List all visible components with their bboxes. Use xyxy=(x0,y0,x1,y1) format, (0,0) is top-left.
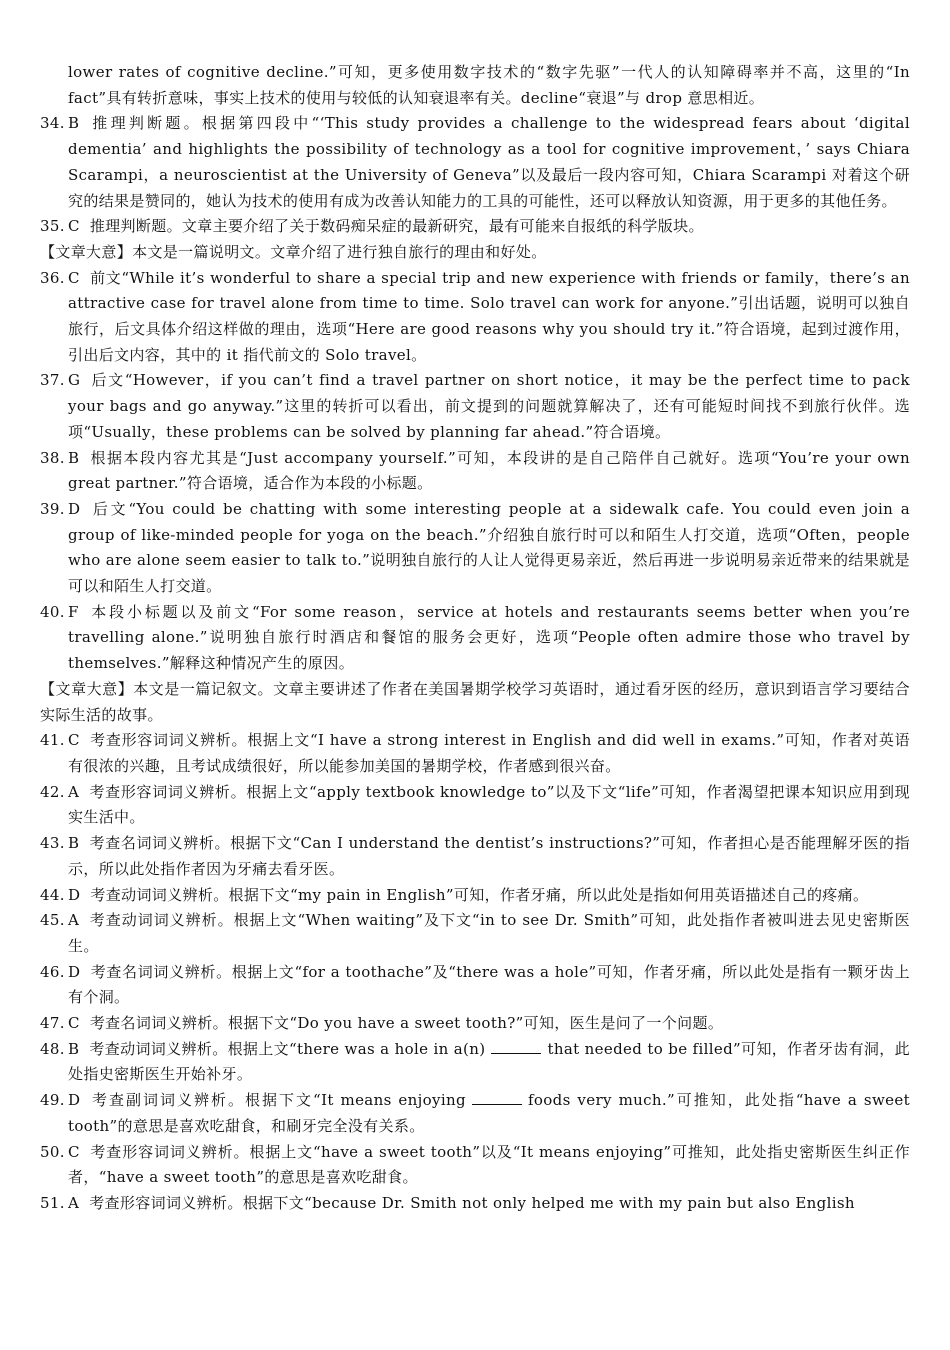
item-explanation: 推理判断题。根据第四段中“‘This study provides a challenge to the widespread fears about ‘digital dementia’ and highlights the possibility of technology as a tool for cognitive improvement，’ says Chiara Scarampi，a neuroscientist at the University of Geneva”以及最后一段内容可知，Chiara Scarampi 对着这个研究的结果是赞同的，她认为技术的使用有成为改善认知能力的工具的可能性，还可以释放认知资源，用于更多的其他任务。 xyxy=(68,114,910,210)
item-explanation: 考查名词词义辨析。根据上文“for a toothache”及“there was a hole”可知，作者牙痛，所以此处是指有一颗牙齿上有个洞。 xyxy=(68,962,910,1007)
answer-item-46 xyxy=(40,960,910,1011)
answer-item-44 xyxy=(40,883,910,909)
answer-item-41 xyxy=(40,728,910,779)
item-explanation-end: that needed to be filled”可知，作者牙齿有洞，此处指史密斯医生开始补牙。 xyxy=(68,1039,910,1084)
item-explanation-end: foods very much.”可推知，此处指“have a sweet tooth”的意思是喜欢吃甜食，和刷牙完全没有关系。 xyxy=(68,1091,910,1135)
item-number: 41. xyxy=(40,731,65,750)
answer-item-34 xyxy=(40,111,910,214)
item-answer: B xyxy=(68,834,80,853)
item-number: 37. xyxy=(40,371,65,390)
item-number: 42. xyxy=(40,782,65,801)
passage-summary-1: 【文章大意】本文是一篇说明文。文章介绍了进行独自旅行的理由和好处。 xyxy=(40,242,547,261)
item-answer: A xyxy=(68,782,80,801)
item-answer: D xyxy=(68,962,81,981)
answer-item-47 xyxy=(40,1011,910,1037)
item-answer: D xyxy=(68,499,81,518)
answer-item-38 xyxy=(40,446,910,497)
item-number: 36. xyxy=(40,268,65,287)
item-number: 50. xyxy=(40,1142,65,1161)
item-number: 49. xyxy=(40,1091,65,1110)
answer-item-49 xyxy=(40,1088,910,1139)
answer-item-37 xyxy=(40,368,910,445)
item-number: 44. xyxy=(40,885,65,904)
item-answer: A xyxy=(68,1193,80,1212)
item-explanation: 考查形容词词义辨析。根据上文“I have a strong interest in English and did well in exams.”可知，作者对英语有很浓的兴趣，且考试成绩很好，所以能参加美国的暑期学校，作者感到很兴奋。 xyxy=(68,731,910,775)
answer-item-35 xyxy=(40,214,910,240)
item-number: 40. xyxy=(40,602,65,621)
item-number: 46. xyxy=(40,962,65,981)
item-explanation: 考查动词词义辨析。根据下文“my pain in English”可知，作者牙痛，所以此处是指如何用英语描述自己的疼痛。 xyxy=(90,885,869,904)
item-explanation: 考查名词词义辨析。根据下文“Can I understand the dentist’s instructions?”可知，作者担心是否能理解牙医的指示，所以此处指作者因为牙痛去看牙医。 xyxy=(68,834,910,878)
answer-item-36 xyxy=(40,266,910,369)
item-explanation: 考查动词词义辨析。根据上文“When waiting”及下文“in to see Dr. Smith”可知，此处指作者被叫进去见史密斯医生。 xyxy=(68,911,910,955)
item-answer: C xyxy=(68,1142,80,1161)
answer-item-48 xyxy=(40,1037,910,1088)
item-answer: C xyxy=(68,731,80,750)
item-number: 38. xyxy=(40,448,65,467)
item-number: 34. xyxy=(40,114,65,133)
answer-item-50 xyxy=(40,1140,910,1191)
item-explanation: 考查形容词词义辨析。根据上文“apply textbook knowledge to”以及下文“life”可知，作者渴望把课本知识应用到现实生活中。 xyxy=(68,782,910,827)
item-answer: G xyxy=(68,371,81,390)
item-answer: B xyxy=(68,1039,80,1058)
item-number: 45. xyxy=(40,911,65,930)
answer-item-45 xyxy=(40,908,910,959)
item-explanation: 考查形容词词义辨析。根据上文“have a sweet tooth”以及“It means enjoying”可推知，此处指史密斯医生纠正作者，“have a sweet tooth”的意思是喜欢吃甜食。 xyxy=(68,1142,910,1187)
answer-item-42 xyxy=(40,780,910,831)
continuation-paragraph: lower rates of cognitive decline.”可知，更多使用数字技术的“数字先驱”一代人的认知障碍率并不高，这里的“In fact”具有转折意味，事实上技术的使用与较低的认知衰退率有关。decline“衰退”与 drop 意思相近。 xyxy=(68,63,910,107)
item-number: 39. xyxy=(40,499,65,518)
item-number: 47. xyxy=(40,1014,65,1033)
item-explanation: 后文“You could be chatting with some interesting people at a sidewalk cafe. You could even join a group of like-minded people for yoga on the beach.”介绍独自旅行时可以和陌生人打交道，选项“Often，people who are alone seem easier to talk to.”说明独自旅行的人让人觉得更易亲近，然后再进一步说明易亲近带来的结果就是可以和陌生人打交道。 xyxy=(68,499,910,596)
fill-in-blank xyxy=(472,1091,522,1105)
passage-summary-2: 【文章大意】本文是一篇记叙文。文章主要讲述了作者在美国暑期学校学习英语时，通过看牙医的经历，意识到语言学习要结合实际生活的故事。 xyxy=(40,679,910,724)
item-explanation: 推理判断题。文章主要介绍了关于数码痴呆症的最新研究，最有可能来自报纸的科学版块。 xyxy=(89,217,704,236)
item-answer: F xyxy=(68,602,79,621)
item-answer: C xyxy=(68,217,80,236)
fill-in-blank xyxy=(491,1040,541,1054)
item-explanation: 前文“While it’s wonderful to share a special trip and new experience with friends or family，there’s an attractive case for travel alone from time to time. Solo travel can work for anyone.”引出话题，说明可以独自旅行，后文具体介绍这样做的理由，选项“Here are good reasons why you should try it.”符合语境，起到过渡作用，引出后文内容，其中的 it 指代前文的 Solo travel。 xyxy=(68,268,910,364)
item-explanation: 考查名词词义辨析。根据下文“Do you have a sweet tooth?”可知，医生是问了一个问题。 xyxy=(89,1014,724,1033)
item-number: 48. xyxy=(40,1039,65,1058)
item-answer: B xyxy=(68,114,80,133)
item-answer: C xyxy=(68,268,80,287)
item-number: 35. xyxy=(40,217,65,236)
item-explanation: 考查形容词词义辨析。根据下文“because Dr. Smith not only helped me with my pain but also English xyxy=(89,1193,855,1212)
item-number: 43. xyxy=(40,834,65,853)
item-explanation: 本段小标题以及前文“For some reason，service at hotels and restaurants seems better when you’re travelling alone.”说明独自旅行时酒店和餐馆的服务会更好，选项“People often admire those who travel by themselves.”解释这种情况产生的原因。 xyxy=(68,602,910,673)
item-answer: D xyxy=(68,885,81,904)
item-answer: A xyxy=(68,911,80,930)
item-number: 51. xyxy=(40,1193,65,1212)
item-explanation-start: 考查副词词义辨析。根据下文“It means enjoying xyxy=(90,1091,466,1110)
item-explanation: 后文“However，if you can’t find a travel partner on short notice，it may be the perfect time to pack your bags and go anyway.”这里的转折可以看出，前文提到的问题就算解决了，还有可能短时间找不到旅行伙伴。选项“Usually，these problems can be solved by planning far ahead.”符合语境。 xyxy=(68,371,910,441)
answer-item-40 xyxy=(40,600,910,677)
item-answer: D xyxy=(68,1091,81,1110)
item-answer: C xyxy=(68,1014,80,1033)
answer-item-51 xyxy=(40,1191,910,1217)
item-explanation-start: 考查动词词义辨析。根据上文“there was a hole in a(n) xyxy=(89,1039,486,1058)
item-explanation: 根据本段内容尤其是“Just accompany yourself.”可知，本段讲的是自己陪伴自己就好。选项“You’re your own great partner.”符合语境，适合作为本段的小标题。 xyxy=(68,448,910,493)
answer-item-43 xyxy=(40,831,910,882)
answer-item-39 xyxy=(40,497,910,600)
item-answer: B xyxy=(68,448,80,467)
